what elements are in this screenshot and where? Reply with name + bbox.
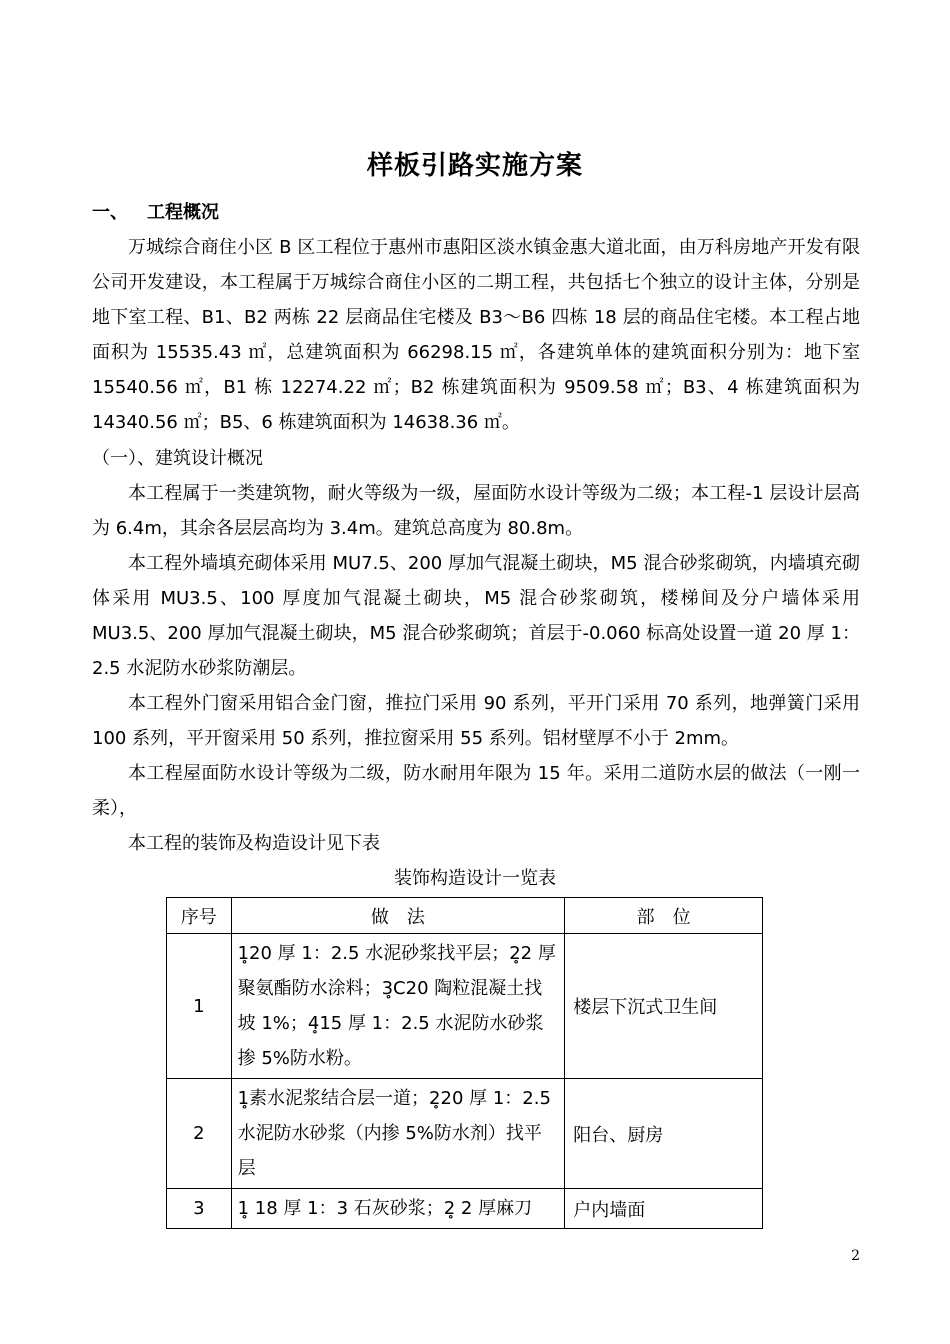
row-method: 1̥20 厚 1：2.5 水泥砂浆找平层；2̥2 厚聚氨酯防水涂料；3̥C20 陶粒混凝土找坡 1%；4̥15 厚 1：2.5 水泥防水砂浆掺 5%防水粉。 — [231, 934, 565, 1079]
decoration-table — [166, 897, 763, 1229]
table-row — [167, 1079, 763, 1189]
table-header-row — [167, 898, 763, 934]
row-part: 阳台、厨房 — [565, 1079, 763, 1189]
row-no: 2 — [167, 1079, 232, 1189]
paragraph-roof-waterproof: 本工程屋面防水设计等级为二级，防水耐用年限为 15 年。采用二道防水层的做法（一刚一柔）， — [92, 763, 860, 819]
intro-paragraph: 万城综合商住小区 B 区工程位于惠州市惠阳区淡水镇金惠大道北面，由万科房地产开发有限公司开发建设，本工程属于万城综合商住小区的二期工程，共包括七个独立的设计主体，分别是地下室工程、B1、B2 两栋 22 层商品住宅楼及 B3～B6 四栋 18 层的商品住宅楼。本工程占地面积为 15535.43 ㎡，总建筑面积为 66298.15 ㎡，各建筑单体的建筑面积分别为：地下室 15540.56 ㎡，B1 栋 12274.22 ㎡；B2 栋建筑面积为 9509.58 ㎡；B3、4 栋建筑面积为 14340.56 ㎡；B5、6 栋建筑面积为 14638.36 ㎡。 — [92, 237, 860, 433]
table-row — [167, 934, 763, 1079]
row-method: 1̥素水泥浆结合层一道；2̥20 厚 1：2.5 水泥防水砂浆（内掺 5%防水剂）找平层 — [231, 1079, 565, 1189]
row-no: 3 — [167, 1189, 232, 1229]
paragraph-table-intro: 本工程的装饰及构造设计见下表 — [128, 833, 380, 854]
page-number: 2 — [851, 1248, 860, 1264]
paragraph-masonry: 本工程外墙填充砌体采用 MU7.5、200 厚加气混凝土砌块，M5 混合砂浆砌筑，内墙填充砌体采用 MU3.5、100 厚度加气混凝土砌块，M5 混合砂浆砌筑，楼梯间及分户墙体采用 MU3.5、200 厚加气混凝土砌块，M5 混合砂浆砌筑；首层于-0.060 标高处设置一道 20 厚 1：2.5 水泥防水砂浆防潮层。 — [92, 553, 860, 679]
section-number: 一、 — [92, 202, 128, 223]
row-method: 1̥ 18 厚 1：3 石灰砂浆；2̥ 2 厚麻刀 — [231, 1189, 565, 1229]
row-part: 楼层下沉式卫生间 — [565, 934, 763, 1079]
page-title: 样板引路实施方案 — [366, 151, 583, 181]
row-no: 1 — [167, 934, 232, 1079]
row-part: 户内墙面 — [565, 1189, 763, 1229]
paragraph-building-class: 本工程属于一类建筑物，耐火等级为一级，屋面防水设计等级为二级；本工程-1 层设计层高为 6.4m，其余各层层高均为 3.4m。建筑总高度为 80.8m。 — [92, 483, 860, 539]
table-row — [167, 1189, 763, 1229]
header-part: 部 位 — [565, 898, 763, 934]
header-no: 序号 — [167, 898, 232, 934]
table-caption: 装饰构造设计一览表 — [394, 868, 556, 889]
header-method: 做 法 — [231, 898, 565, 934]
section-title: 工程概况 — [147, 202, 219, 223]
section-heading — [92, 200, 219, 226]
subsection-heading: （一）、建筑设计概况 — [92, 448, 263, 469]
paragraph-windows: 本工程外门窗采用铝合金门窗，推拉门采用 90 系列，平开门采用 70 系列，地弹簧门采用 100 系列，平开窗采用 50 系列，推拉窗采用 55 系列。铝材壁厚不小于 2mm。 — [92, 693, 860, 749]
